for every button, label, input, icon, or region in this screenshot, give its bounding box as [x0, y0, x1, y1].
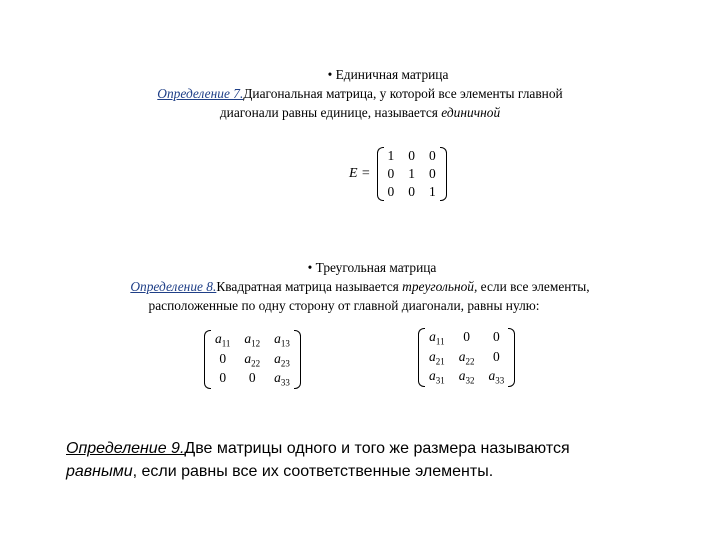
right-bracket: [440, 147, 447, 201]
matrix-cell: $a_{33}$: [488, 368, 505, 387]
definition-9-italic: равными: [66, 463, 133, 480]
matrix-cell: 0: [429, 166, 436, 181]
matrix-cell: $a_{21}$: [429, 348, 445, 367]
matrix-cell: $a_{13}$: [274, 331, 290, 349]
bullet-triangular-matrix: [12, 260, 720, 276]
matrix-cell: 1: [387, 148, 395, 163]
left-bracket: [377, 147, 384, 201]
lower-triangular-matrix: [418, 328, 515, 387]
definition-9-plain: , если равны все их соответственные элементы.: [132, 463, 494, 480]
definition-9-text: Две матрицы одного и того же размера называются: [184, 440, 570, 457]
matrix-cell: $a_{23}$: [274, 350, 290, 369]
matrix-cell: 0: [387, 166, 395, 181]
identity-matrix: [349, 147, 447, 201]
definition-7-label: Определение 7.: [157, 86, 244, 101]
matrix-cell: 0: [463, 329, 470, 344]
definition-8-text-italic: треугольной,: [402, 279, 478, 294]
left-bracket: [204, 330, 211, 389]
definition-8-line2: [0, 298, 704, 314]
definition-9-line2: [66, 463, 493, 481]
matrix-cell: 0: [248, 370, 256, 386]
definition-8-line1: [0, 279, 720, 295]
matrix-cell: $a_{22}$: [458, 348, 475, 367]
matrix-cell: $a_{31}$: [429, 368, 445, 387]
upper-triangular-matrix: [204, 330, 301, 389]
matrix-cell: 0: [429, 148, 436, 163]
definition-8-line2-text: расположенные по одну сторону от главной диагонали, равны нулю:: [148, 298, 540, 313]
matrix-cell: $a_{32}$: [458, 368, 475, 387]
right-bracket: [294, 330, 301, 389]
left-bracket: [418, 328, 425, 387]
matrix-cell: 0: [408, 184, 415, 199]
definition-7-line2-plain: диагонали равны единице, называется: [219, 105, 442, 120]
matrix-cell: $a_{33}$: [274, 370, 290, 389]
matrix-cell: 1: [429, 184, 436, 199]
matrix-cell: 1: [408, 166, 415, 181]
matrix-cell: 0: [493, 348, 500, 364]
definition-7-line2-italic: единичной: [441, 105, 501, 120]
matrix-cell: 0: [408, 148, 415, 163]
right-bracket: [508, 328, 515, 387]
definition-8-text-end: если все элементы,: [477, 279, 590, 294]
definition-8-label: Определение 8.: [130, 279, 217, 294]
definition-9-label: Определение 9.: [66, 440, 185, 457]
definition-7-line1: [0, 86, 720, 102]
matrix-cell: $a_{11}$: [429, 329, 445, 347]
matrix-cell: $a_{12}$: [244, 331, 261, 349]
upper-matrix-grid: [211, 330, 294, 389]
identity-matrix-grid: [384, 147, 440, 201]
matrix-cell: $a_{11}$: [215, 331, 231, 349]
matrix-cell: 0: [219, 350, 227, 366]
bullet-triangular-text: • Треугольная матрица: [307, 260, 437, 275]
bullet-identity-text: • Единичная матрица: [327, 67, 449, 82]
matrix-cell: $a_{22}$: [244, 350, 261, 369]
matrix-cell: 0: [493, 329, 500, 344]
definition-7-line2: [0, 105, 720, 121]
definition-7-text: Диагональная матрица, у которой все элементы главной: [243, 86, 563, 101]
lower-matrix-grid: [425, 328, 508, 387]
definition-8-text-plain: Квадратная матрица называется: [216, 279, 403, 294]
bullet-identity-matrix: [28, 67, 720, 83]
identity-matrix-label: E =: [349, 166, 371, 181]
definition-9-line1: [66, 440, 570, 458]
matrix-cell: 0: [387, 184, 395, 199]
matrix-cell: 0: [219, 370, 227, 386]
